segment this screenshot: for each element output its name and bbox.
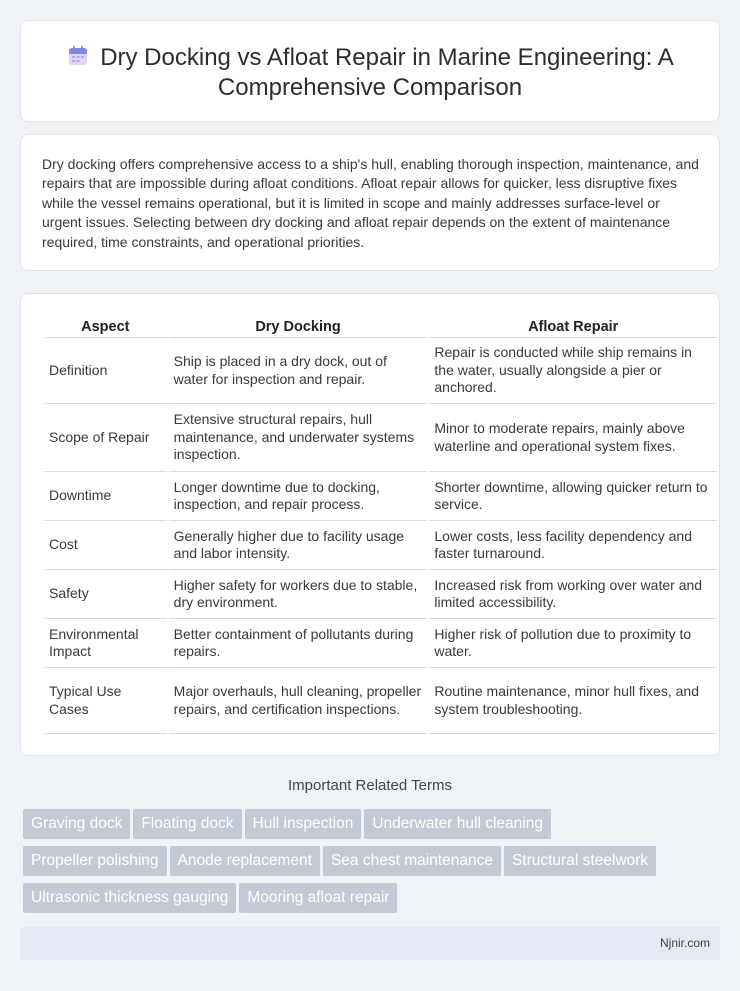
intro-card (20, 134, 720, 271)
table-header-row (44, 316, 717, 338)
table-cell: Downtime (44, 472, 167, 521)
related-term-tag[interactable]: Mooring afloat repair (239, 883, 397, 913)
table-cell: Cost (44, 521, 167, 570)
title-card (20, 20, 720, 122)
table-cell: Routine maintenance, minor hull fixes, and system troubleshooting. (429, 668, 717, 734)
table-cell: Scope of Repair (44, 404, 167, 472)
table-cell: Major overhauls, hull cleaning, propeller repairs, and certification inspections. (169, 668, 428, 734)
table-row (44, 521, 717, 570)
table-cell: Definition (44, 338, 167, 404)
table-cell: Extensive structural repairs, hull maintenance, and underwater systems inspection. (169, 404, 428, 472)
table-row (44, 338, 717, 404)
table-row (44, 570, 717, 619)
related-term-tag[interactable]: Anode replacement (170, 846, 320, 876)
table-cell: Minor to moderate repairs, mainly above waterline and operational system fixes. (429, 404, 717, 472)
related-term-tag[interactable]: Ultrasonic thickness gauging (23, 883, 236, 913)
table-cell: Shorter downtime, allowing quicker return to service. (429, 472, 717, 521)
related-term-tag[interactable]: Underwater hull cleaning (364, 809, 551, 839)
table-cell: Higher risk of pollution due to proximity to water. (429, 619, 717, 668)
table-cell: Generally higher due to facility usage and labor intensity. (169, 521, 428, 570)
related-term-tag[interactable]: Structural steelwork (504, 846, 656, 876)
intro-paragraph: Dry docking offers comprehensive access to a ship's hull, enabling thorough inspection, maintenance, and repairs that are impossible during afloat conditions. Afloat repair allows for quicker, less disruptive fixes while the vessel remains operational, but it is limited in scope and mainly addresses surface-level or urgent issues. Selecting between dry docking and afloat repair depends on the extent of maintenance required, time constraints, and operational priorities. (42, 156, 699, 250)
footer (20, 927, 720, 960)
related-term-tag[interactable]: Hull inspection (245, 809, 362, 839)
related-terms-list (23, 809, 713, 920)
header-dry-docking: Dry Docking (169, 316, 428, 338)
table-cell: Environmental Impact (44, 619, 167, 668)
related-term-tag[interactable]: Propeller polishing (23, 846, 167, 876)
table-cell: Lower costs, less facility dependency and faster turnaround. (429, 521, 717, 570)
page-title-text: Dry Docking vs Afloat Repair in Marine Engineering: A Comprehensive Comparison (100, 44, 674, 101)
table-cell: Better containment of pollutants during repairs. (169, 619, 428, 668)
related-terms-heading: Important Related Terms (288, 777, 452, 794)
header-aspect: Aspect (44, 316, 167, 338)
table-cell: Increased risk from working over water and limited accessibility. (429, 570, 717, 619)
calendar-icon (66, 44, 90, 68)
table-row (44, 619, 717, 668)
comparison-table-card (20, 293, 720, 756)
table-cell: Longer downtime due to docking, inspection, and repair process. (169, 472, 428, 521)
table-row (44, 668, 717, 734)
related-term-tag[interactable]: Sea chest maintenance (323, 846, 501, 876)
comparison-table (42, 316, 719, 734)
table-cell: Typical Use Cases (44, 668, 167, 734)
table-cell: Repair is conducted while ship remains in the water, usually alongside a pier or anchored. (429, 338, 717, 404)
header-afloat-repair: Afloat Repair (429, 316, 717, 338)
related-term-tag[interactable]: Floating dock (133, 809, 241, 839)
related-term-tag[interactable]: Graving dock (23, 809, 130, 839)
table-cell: Ship is placed in a dry dock, out of water for inspection and repair. (169, 338, 428, 404)
page-title (21, 43, 719, 103)
footer-site-link[interactable]: Njnir.com (659, 936, 710, 950)
table-cell: Safety (44, 570, 167, 619)
table-row (44, 472, 717, 521)
table-row (44, 404, 717, 472)
table-cell: Higher safety for workers due to stable, dry environment. (169, 570, 428, 619)
